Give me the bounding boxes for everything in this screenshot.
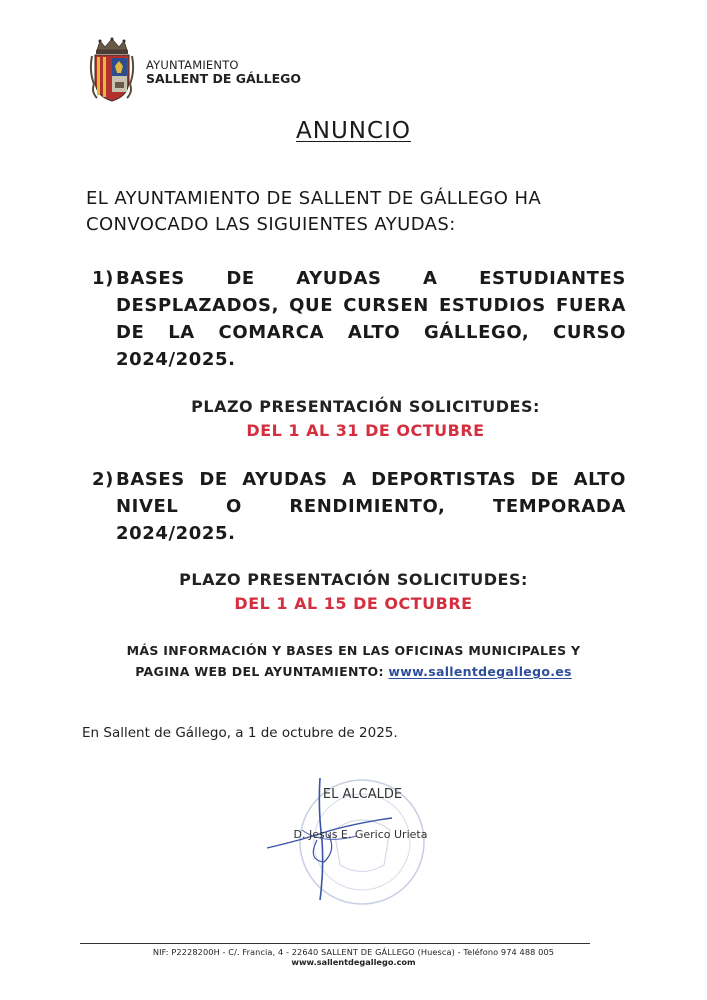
- aid-item-2: [92, 466, 626, 547]
- aid-item-number: 1): [92, 268, 114, 289]
- coat-of-arms-logo: [88, 36, 136, 104]
- footer-website: www.sallentdegallego.com: [291, 957, 416, 967]
- deadline-1: [12, 395, 707, 443]
- signatory-name: D. Jesus E. Gerico Urieta: [293, 828, 428, 841]
- intro-paragraph: EL AYUNTAMIENTO DE SALLENT DE GÁLLEGO HA CONVOCADO LAS SIGUIENTES AYUDAS:: [86, 188, 542, 235]
- organization-name: [146, 58, 301, 86]
- aid-item-text: BASES DE AYUDAS A ESTUDIANTES DESPLAZADOS, QUE CURSEN ESTUDIOS FUERA DE LA COMARCA ALTO GÁLLEGO, CURSO 2024/2025.: [116, 268, 626, 370]
- deadline-date: DEL 1 AL 31 DE OCTUBRE: [246, 421, 485, 440]
- aid-item-number: 2): [92, 469, 114, 490]
- footer-divider: [80, 943, 590, 944]
- deadline-2: [0, 568, 707, 616]
- aid-item-text: BASES DE AYUDAS A DEPORTISTAS DE ALTO NIVEL O RENDIMIENTO, TEMPORADA 2024/2025.: [116, 469, 626, 544]
- org-line-2: SALLENT DE GÁLLEGO: [146, 71, 302, 86]
- deadline-label: PLAZO PRESENTACIÓN SOLICITUDES:: [191, 397, 540, 416]
- announcement-title: ANUNCIO: [296, 118, 411, 144]
- deadline-label: PLAZO PRESENTACIÓN SOLICITUDES:: [179, 570, 528, 589]
- deadline-date: DEL 1 AL 15 DE OCTUBRE: [234, 594, 473, 613]
- more-info-line-2: [0, 661, 707, 682]
- more-info: [0, 640, 707, 682]
- aid-item-1: [92, 265, 626, 373]
- more-info-line-1: MÁS INFORMACIÓN Y BASES EN LAS OFICINAS MUNICIPALES Y: [126, 643, 581, 658]
- more-info-prefix: PAGINA WEB DEL AYUNTAMIENTO:: [135, 664, 384, 679]
- website-link[interactable]: www.sallentdegallego.es: [388, 664, 572, 679]
- footer-address: NIF: P2228200H - C/. Francia, 4 - 22640 SALLENT DE GÁLLEGO (Huesca) - Teléfono 974 488 005: [152, 947, 555, 957]
- place-and-date: En Sallent de Gállego, a 1 de octubre de 2025.: [82, 725, 398, 741]
- org-line-1: AYUNTAMIENTO: [146, 58, 239, 72]
- signatory-role: EL ALCALDE: [322, 787, 403, 802]
